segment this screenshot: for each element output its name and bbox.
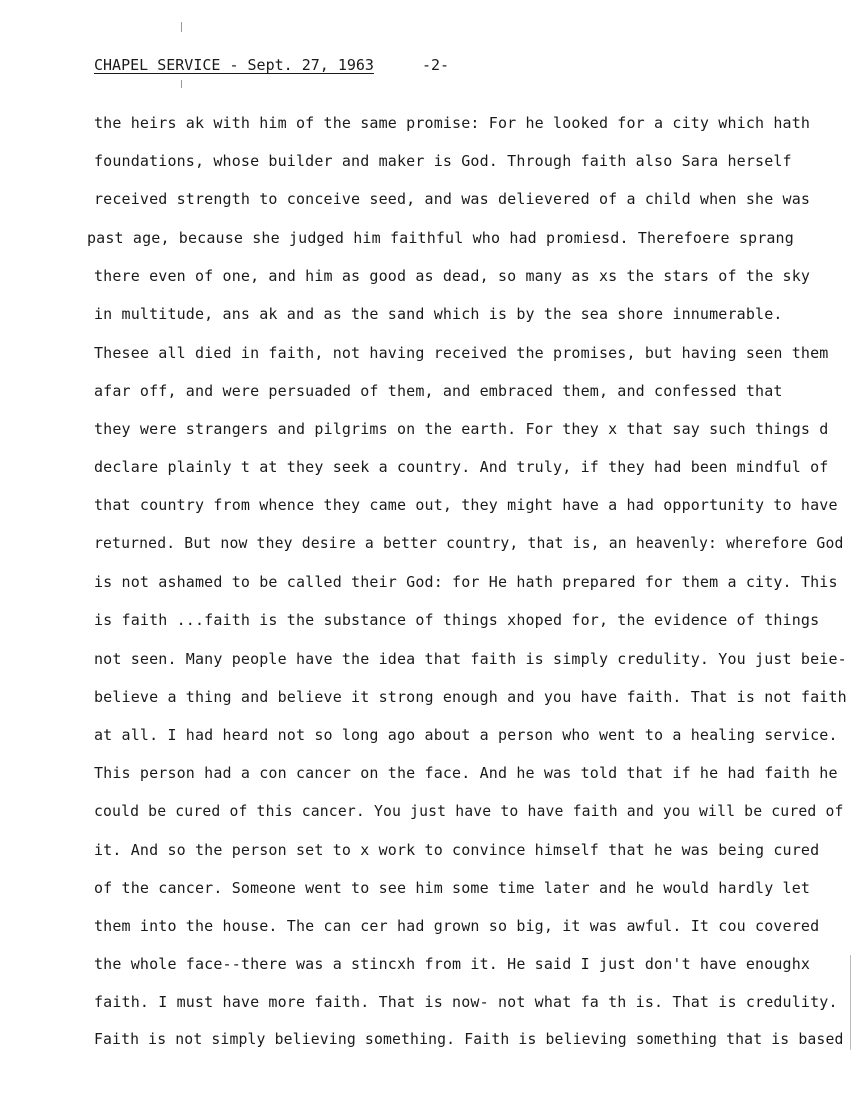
page-number: -2- — [422, 56, 450, 74]
text-line: declare plainly t at they seek a country. And truly, if they had been mindful of — [94, 458, 829, 476]
scan-mark — [181, 22, 182, 32]
text-line: the heirs ak with him of the same promise: For he looked for a city which hath — [94, 114, 811, 132]
text-line: returned. But now they desire a better country, that is, an heavenly: wherefore God — [94, 535, 844, 552]
scan-mark — [850, 955, 851, 1050]
text-line: the whole face--there was a stincxh from it. He said I just don't have enoughx — [94, 955, 811, 973]
scan-mark — [181, 80, 182, 88]
document-title: CHAPEL SERVICE - Sept. 27, 1963 — [94, 56, 374, 74]
text-line: afar off, and were persuaded of them, and embraced them, and confessed that — [94, 382, 783, 400]
text-line: them into the house. The can cer had grown so big, it was awful. It cou covered — [94, 917, 820, 935]
text-line: that country from whence they came out, they might have a had opportunity to have — [94, 496, 838, 514]
text-line: This person had a con cancer on the face. And he was told that if he had faith he — [94, 764, 838, 782]
text-line: is not ashamed to be called their God: for He hath prepared for them a city. This — [94, 573, 838, 591]
text-line: believe a thing and believe it strong enough and you have faith. That is not faith — [94, 688, 847, 706]
text-line: in multitude, ans ak and as the sand which is by the sea shore innumerable. — [94, 305, 783, 323]
text-line: not seen. Many people have the idea that faith is simply credulity. You just beie- — [94, 650, 847, 668]
text-line: at all. I had heard not so long ago about a person who went to a healing service. — [94, 726, 838, 744]
text-line: past age, because she judged him faithful who had promiesd. Therefoere sprang — [87, 229, 794, 247]
text-line: they were strangers and pilgrims on the earth. For they x that say such things d — [94, 420, 829, 438]
page-header — [94, 56, 514, 78]
text-line: faith. I must have more faith. That is now- not what fa th is. That is credulity. — [94, 993, 838, 1011]
text-line: foundations, whose builder and maker is God. Through faith also Sara herself — [94, 152, 792, 170]
text-line: Faith is not simply believing something. Faith is believing something that is based — [94, 1031, 844, 1048]
text-line: there even of one, and him as good as dead, so many as xs the stars of the sky — [94, 267, 811, 285]
text-line: of the cancer. Someone went to see him some time later and he would hardly let — [94, 879, 811, 897]
text-line: Thesee all died in faith, not having received the promises, but having seen them — [94, 344, 829, 362]
text-line: received strength to conceive seed, and was delievered of a child when she was — [94, 190, 811, 208]
text-line: it. And so the person set to x work to convince himself that he was being cured — [94, 841, 820, 859]
text-line: is faith ...faith is the substance of things xhoped for, the evidence of things — [94, 611, 820, 629]
text-line: could be cured of this cancer. You just have to have faith and you will be cured of — [94, 803, 844, 820]
